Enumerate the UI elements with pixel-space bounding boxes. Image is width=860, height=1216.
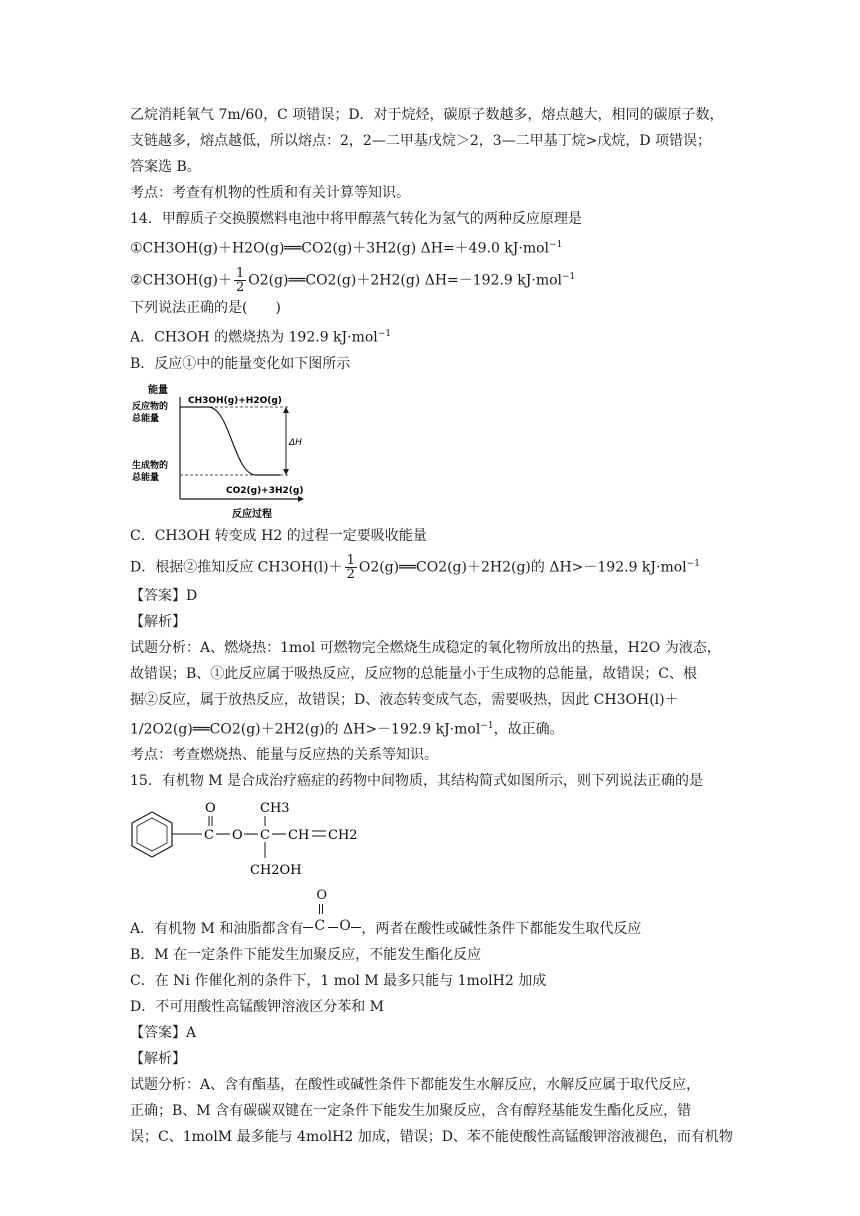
fraction-half: $\frac{1}{2}$ — [346, 553, 355, 583]
kaodian-13: 考点：考查有机物的性质和有关计算等知识。 — [130, 185, 410, 201]
option-c: C．在 Ni 作催化剂的条件下，1 mol M 最多只能与 1molH2 加成 — [130, 973, 547, 990]
reaction-1: ①CH3OH(g)＋H2O(g)══CO2(g)＋3H2(g) ΔH=＋49.0 kJ·mol$^{-1}$ — [130, 240, 563, 257]
energy-diagram — [130, 381, 305, 521]
option-b: B．反应①中的能量变化如下图所示 — [130, 355, 351, 372]
option-d: D．不可用酸性高锰酸钾溶液区分苯和 M — [130, 999, 385, 1016]
energy-curve — [180, 407, 280, 475]
structure-formula — [130, 798, 370, 888]
ester-oxygen: O — [232, 828, 243, 844]
delta-h-label: ΔH — [289, 437, 302, 448]
analysis-heading: 【解析】 — [130, 613, 186, 630]
delta-h-arrowhead — [283, 469, 289, 475]
text-line: 支链越多，熔点越低，所以熔点：2，2—二甲基戊烷＞2，3—二甲基丁烷>戊烷，D 项错误； — [130, 133, 712, 149]
option-a: A．CH3OH 的燃烧热为 192.9 kJ·mol$^{-1}$ — [130, 329, 392, 346]
ester-group: O C O — [303, 918, 361, 938]
analysis-heading: 【解析】 — [130, 1051, 186, 1068]
kaodian-14: 考点：考查燃烧热、能量与反应热的关系等知识。 — [130, 747, 438, 764]
x-axis-arrow — [298, 496, 304, 502]
analysis-line: 试题分析：A、含有酯基，在酸性或碱性条件下都能发生水解反应，水解反应属于取代反应， — [130, 1077, 701, 1094]
document-body — [130, 102, 742, 1150]
delta-h-arrowhead — [283, 407, 289, 413]
analysis-line: 1/2O2(g)══CO2(g)＋2H2(g)的 ΔH>－192.9 kJ·mol$^{-1}$，故正确。 — [130, 720, 564, 738]
product-label: 总能量 — [132, 472, 160, 483]
fraction-half: $\frac{1}{2}$ — [235, 265, 245, 295]
option-b: B．M 在一定条件下能发生加聚反应，不能发生酯化反应 — [130, 947, 482, 964]
analysis-line: 试题分析：A、燃烧热：1mol 可燃物完全燃烧生成稳定的氧化物所放出的热量，H2O 为液态， — [130, 639, 721, 656]
vinyl-ch: CH — [288, 828, 310, 844]
x-axis-label: 反应过程 — [232, 508, 272, 520]
hydroxymethyl-group: CH2OH — [250, 863, 302, 879]
carbonyl-oxygen: O — [205, 801, 216, 817]
question-prompt: 下列说法正确的是( ) — [130, 300, 281, 317]
vinyl-ch2: CH2 — [328, 828, 358, 844]
reactant-label: 反应物的 — [132, 401, 169, 412]
option-c: C．CH3OH 转变成 H2 的过程一定要吸收能量 — [130, 527, 427, 544]
product-label: 生成物的 — [132, 460, 169, 471]
text-line: 答案选 B。 — [130, 159, 201, 175]
text-line: 乙烷消耗氧气 7m/60，C 项错误；D．对于烷烃，碳原子数越多，熔点越大，相同的碳原子数， — [130, 107, 724, 123]
reactant-label: 总能量 — [132, 413, 160, 424]
reactant-formula: CH3OH(g)+H2O(g) — [188, 395, 282, 406]
analysis-line: 正确；B、M 含有碳碳双键在一定条件下能发生加聚反应，含有醇羟基能发生酯化反应，错 — [130, 1103, 692, 1120]
methyl-group: CH3 — [260, 801, 290, 817]
y-axis-label: 能量 — [148, 384, 168, 396]
option-d: D．根据②推知反应 CH3OH(l)＋ $\frac{1}{2}$ O2(g)══CO2(g)＋2H2(g)的 ΔH>－192.9 kJ·mol$^{-1}$ — [130, 553, 700, 583]
answer-14: 【答案】D — [130, 587, 198, 604]
product-formula: CO2(g)+3H2(g) — [226, 485, 304, 496]
analysis-line: 据②反应，属于放热反应，故错误；D、液态转变成气态，需要吸热，因此 CH3OH(l)＋ — [130, 691, 679, 708]
benzene-ring — [132, 812, 172, 857]
analysis-line: 故错误；B、①此反应属于吸热反应，反应物的总能量小于生成物的总能量，故错误；C、根 — [130, 665, 697, 682]
answer-15: 【答案】A — [130, 1025, 197, 1042]
question-14-stem: 14．甲醇质子交换膜燃料电池中将甲醇蒸气转化为氢气的两种反应原理是 — [130, 211, 582, 227]
option-a: A．有机物 M 和油脂都含有 O C O ，两者在酸性或碱性条件下都能发生取代反应 — [130, 888, 642, 938]
quaternary-carbon: C — [260, 828, 270, 844]
analysis-line: 误；C、1molM 最多能与 4molH2 加成，错误；D、苯不能使酸性高锰酸钾溶液褪色，而有机物 — [130, 1129, 733, 1146]
question-15-stem: 15．有机物 M 是合成治疗癌症的药物中间物质，其结构简式如图所示，则下列说法正确的是 — [130, 773, 704, 790]
reaction-2: ②CH3OH(g)＋ $\frac{1}{2}$ O2(g)══CO2(g)＋2H2(g) ΔH=－192.9 kJ·mol$^{-1}$ — [130, 265, 576, 295]
carbonyl-carbon: C — [204, 828, 214, 844]
benzene-inner — [137, 818, 167, 851]
